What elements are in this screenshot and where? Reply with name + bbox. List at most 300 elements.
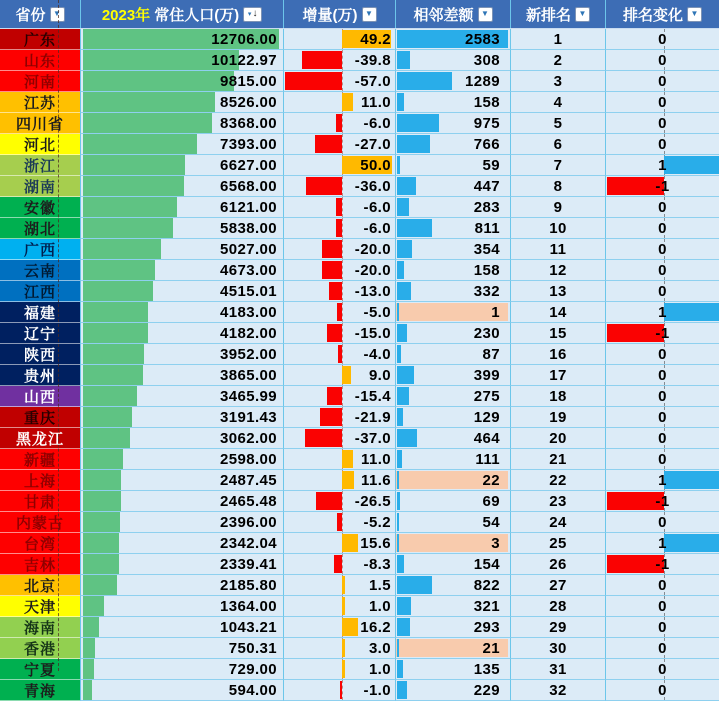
funnel-glyph: ▾ <box>247 10 252 18</box>
population-cell[interactable] <box>80 575 283 596</box>
new-rank-cell[interactable] <box>510 113 605 134</box>
new-rank-cell[interactable] <box>510 617 605 638</box>
population-cell[interactable] <box>80 113 283 134</box>
province-cell[interactable] <box>0 575 80 596</box>
rank-change-value: 0 <box>658 198 667 216</box>
province-name: 安徽 <box>23 199 56 217</box>
adjacent-diff-cell[interactable] <box>395 407 510 428</box>
increment-cell[interactable] <box>283 638 395 659</box>
adjacent-diff-cell[interactable] <box>395 596 510 617</box>
table-row <box>0 407 719 428</box>
province-name: 甘肃 <box>23 493 56 511</box>
rank-value: 14 <box>549 303 567 321</box>
table-row <box>0 134 719 155</box>
rank-change-cell[interactable] <box>605 113 719 134</box>
rank-change-cell[interactable] <box>605 512 719 533</box>
adjacent-diff-cell[interactable] <box>395 428 510 449</box>
population-cell[interactable] <box>80 71 283 92</box>
increment-cell[interactable] <box>283 491 395 512</box>
population-cell[interactable] <box>80 134 283 155</box>
diff-value: 766 <box>473 135 500 153</box>
rank-value: 30 <box>549 639 567 657</box>
rank-change-value: 0 <box>658 576 667 594</box>
rank-change-cell[interactable] <box>605 344 719 365</box>
increment-cell[interactable] <box>283 29 395 50</box>
new-rank-cell[interactable] <box>510 554 605 575</box>
rank-change-cell[interactable] <box>605 155 719 176</box>
rank-change-cell[interactable] <box>605 71 719 92</box>
population-value: 5027.00 <box>219 240 277 258</box>
table-row <box>0 533 719 554</box>
rank-change-cell[interactable] <box>605 281 719 302</box>
rank-value: 13 <box>549 282 567 300</box>
rank-value: 5 <box>553 114 563 132</box>
increment-cell[interactable] <box>283 218 395 239</box>
rank-change-cell[interactable] <box>605 365 719 386</box>
population-cell[interactable] <box>80 176 283 197</box>
province-name: 贵州 <box>23 367 56 385</box>
new-rank-cell[interactable] <box>510 176 605 197</box>
population-cell[interactable] <box>80 533 283 554</box>
filter-dropdown-icon[interactable]: ▼ <box>575 7 590 22</box>
filter-dropdown-icon[interactable]: ▼ <box>50 7 65 22</box>
increment-cell[interactable] <box>283 575 395 596</box>
province-cell[interactable] <box>0 407 80 428</box>
diff-value: 275 <box>473 387 500 405</box>
table-row <box>0 344 719 365</box>
province-cell[interactable] <box>0 680 80 701</box>
header-province-label: 省份 <box>15 6 46 24</box>
increment-value: -26.5 <box>354 492 391 510</box>
province-cell[interactable] <box>0 29 80 50</box>
sort-descending-icon[interactable] <box>243 7 262 22</box>
increment-value: -5.2 <box>363 513 391 531</box>
new-rank-cell[interactable] <box>510 260 605 281</box>
increment-value: -1.0 <box>363 681 391 699</box>
rank-change-cell[interactable] <box>605 302 719 323</box>
rank-change-cell[interactable] <box>605 533 719 554</box>
province-name: 辽宁 <box>23 325 56 343</box>
diff-value: 354 <box>473 240 500 258</box>
increment-cell[interactable] <box>283 386 395 407</box>
adjacent-diff-cell[interactable] <box>395 365 510 386</box>
filter-dropdown-icon[interactable]: ▼ <box>478 7 493 22</box>
rank-change-cell[interactable] <box>605 638 719 659</box>
rank-change-cell[interactable] <box>605 29 719 50</box>
increment-cell[interactable] <box>283 281 395 302</box>
table-row <box>0 659 719 680</box>
rank-change-cell[interactable] <box>605 617 719 638</box>
new-rank-cell[interactable] <box>510 428 605 449</box>
adjacent-diff-cell[interactable] <box>395 71 510 92</box>
province-cell[interactable] <box>0 281 80 302</box>
rank-value: 2 <box>553 51 563 69</box>
diff-value: 59 <box>482 156 500 174</box>
increment-cell[interactable] <box>283 197 395 218</box>
population-cell[interactable] <box>80 323 283 344</box>
new-rank-cell[interactable] <box>510 365 605 386</box>
rank-change-cell[interactable] <box>605 407 719 428</box>
new-rank-cell[interactable] <box>510 134 605 155</box>
population-cell[interactable] <box>80 617 283 638</box>
increment-value: -21.9 <box>354 408 391 426</box>
increment-cell[interactable] <box>283 365 395 386</box>
rank-change-cell[interactable] <box>605 134 719 155</box>
new-rank-cell[interactable] <box>510 575 605 596</box>
province-cell[interactable] <box>0 176 80 197</box>
province-name: 天津 <box>23 598 56 616</box>
population-cell[interactable] <box>80 50 283 71</box>
new-rank-cell[interactable] <box>510 197 605 218</box>
population-cell[interactable] <box>80 680 283 701</box>
population-value: 4183.00 <box>219 303 277 321</box>
population-cell[interactable] <box>80 470 283 491</box>
table-row <box>0 239 719 260</box>
increment-cell[interactable] <box>283 449 395 470</box>
rank-change-cell[interactable] <box>605 218 719 239</box>
population-cell[interactable] <box>80 659 283 680</box>
province-cell[interactable] <box>0 386 80 407</box>
new-rank-cell[interactable] <box>510 680 605 701</box>
population-value: 4515.01 <box>219 282 277 300</box>
population-value: 3191.43 <box>219 408 277 426</box>
population-value: 729.00 <box>228 660 277 678</box>
new-rank-cell[interactable] <box>510 638 605 659</box>
increment-value: -6.0 <box>363 198 391 216</box>
adjacent-diff-cell[interactable] <box>395 554 510 575</box>
adjacent-diff-cell[interactable] <box>395 197 510 218</box>
province-name: 黑龙江 <box>15 430 64 448</box>
adjacent-diff-cell[interactable] <box>395 491 510 512</box>
rank-change-value: 1 <box>658 303 667 321</box>
increment-cell[interactable] <box>283 596 395 617</box>
province-cell[interactable] <box>0 344 80 365</box>
rank-change-cell[interactable] <box>605 92 719 113</box>
new-rank-cell[interactable] <box>510 449 605 470</box>
adjacent-diff-cell[interactable] <box>395 50 510 71</box>
increment-value: -15.0 <box>354 324 391 342</box>
diff-value: 1 <box>491 303 500 321</box>
adjacent-diff-cell[interactable] <box>395 638 510 659</box>
province-cell[interactable] <box>0 449 80 470</box>
province-cell[interactable] <box>0 596 80 617</box>
population-value: 2342.04 <box>219 534 277 552</box>
adjacent-diff-cell[interactable] <box>395 134 510 155</box>
population-cell[interactable] <box>80 29 283 50</box>
increment-cell[interactable] <box>283 260 395 281</box>
population-value: 7393.00 <box>219 135 277 153</box>
new-rank-cell[interactable] <box>510 344 605 365</box>
diff-value: 87 <box>482 345 500 363</box>
adjacent-diff-cell[interactable] <box>395 470 510 491</box>
province-cell[interactable] <box>0 134 80 155</box>
population-value: 2598.00 <box>219 450 277 468</box>
new-rank-cell[interactable] <box>510 491 605 512</box>
diff-value: 230 <box>473 324 500 342</box>
population-cell[interactable] <box>80 596 283 617</box>
diff-value: 158 <box>473 261 500 279</box>
table-row <box>0 71 719 92</box>
increment-cell[interactable] <box>283 512 395 533</box>
province-cell[interactable] <box>0 554 80 575</box>
population-value: 2465.48 <box>219 492 277 510</box>
rank-value: 17 <box>549 366 567 384</box>
rank-change-cell[interactable] <box>605 260 719 281</box>
new-rank-cell[interactable] <box>510 92 605 113</box>
rank-change-cell[interactable] <box>605 491 719 512</box>
adjacent-diff-cell[interactable] <box>395 575 510 596</box>
province-cell[interactable] <box>0 260 80 281</box>
adjacent-diff-cell[interactable] <box>395 680 510 701</box>
adjacent-diff-cell[interactable] <box>395 218 510 239</box>
province-name: 宁夏 <box>23 661 56 679</box>
increment-cell[interactable] <box>283 554 395 575</box>
rank-change-cell[interactable] <box>605 680 719 701</box>
diff-value: 321 <box>473 597 500 615</box>
adjacent-diff-cell[interactable] <box>395 659 510 680</box>
new-rank-cell[interactable] <box>510 155 605 176</box>
province-cell[interactable] <box>0 71 80 92</box>
adjacent-diff-cell[interactable] <box>395 386 510 407</box>
province-cell[interactable] <box>0 218 80 239</box>
increment-cell[interactable] <box>283 155 395 176</box>
filter-dropdown-icon[interactable]: ▼ <box>362 7 377 22</box>
rank-value: 4 <box>553 93 563 111</box>
population-cell[interactable] <box>80 197 283 218</box>
population-value: 2185.80 <box>219 576 277 594</box>
rank-value: 8 <box>553 177 563 195</box>
population-cell[interactable] <box>80 407 283 428</box>
population-cell[interactable] <box>80 428 283 449</box>
population-cell[interactable] <box>80 638 283 659</box>
rank-change-cell[interactable] <box>605 470 719 491</box>
rank-change-value: 0 <box>658 597 667 615</box>
increment-cell[interactable] <box>283 470 395 491</box>
increment-cell[interactable] <box>283 134 395 155</box>
population-cell[interactable] <box>80 386 283 407</box>
province-name: 内蒙古 <box>15 514 64 532</box>
adjacent-diff-cell[interactable] <box>395 176 510 197</box>
rank-change-cell[interactable] <box>605 176 719 197</box>
population-value: 2487.45 <box>219 471 277 489</box>
new-rank-cell[interactable] <box>510 29 605 50</box>
rank-change-value: -1 <box>655 492 670 510</box>
population-cell[interactable] <box>80 554 283 575</box>
increment-cell[interactable] <box>283 533 395 554</box>
rank-change-value: 0 <box>658 240 667 258</box>
increment-cell[interactable] <box>283 344 395 365</box>
increment-cell[interactable] <box>283 428 395 449</box>
increment-value: 11.6 <box>361 471 391 489</box>
increment-cell[interactable] <box>283 407 395 428</box>
province-cell[interactable] <box>0 113 80 134</box>
filter-dropdown-icon[interactable]: ▼ <box>687 7 702 22</box>
diff-value: 111 <box>475 450 500 468</box>
increment-cell[interactable] <box>283 92 395 113</box>
adjacent-diff-cell[interactable] <box>395 29 510 50</box>
increment-cell[interactable] <box>283 176 395 197</box>
increment-value: 50.0 <box>360 156 391 174</box>
increment-value: 11.0 <box>361 93 391 111</box>
new-rank-cell[interactable] <box>510 659 605 680</box>
new-rank-cell[interactable] <box>510 533 605 554</box>
new-rank-cell[interactable] <box>510 323 605 344</box>
population-cell[interactable] <box>80 449 283 470</box>
adjacent-diff-cell[interactable] <box>395 155 510 176</box>
rank-change-value: 0 <box>658 429 667 447</box>
rank-change-cell[interactable] <box>605 659 719 680</box>
province-cell[interactable] <box>0 155 80 176</box>
rank-value: 21 <box>549 450 567 468</box>
adjacent-diff-cell[interactable] <box>395 113 510 134</box>
table-row <box>0 113 719 134</box>
population-cell[interactable] <box>80 512 283 533</box>
province-name: 陕西 <box>23 346 56 364</box>
adjacent-diff-cell[interactable] <box>395 449 510 470</box>
adjacent-diff-cell[interactable] <box>395 260 510 281</box>
province-cell[interactable] <box>0 491 80 512</box>
province-cell[interactable] <box>0 323 80 344</box>
new-rank-cell[interactable] <box>510 239 605 260</box>
adjacent-diff-cell[interactable] <box>395 92 510 113</box>
new-rank-cell[interactable] <box>510 512 605 533</box>
header-new-rank[interactable] <box>510 0 605 28</box>
population-cell[interactable] <box>80 344 283 365</box>
rank-value: 6 <box>553 135 563 153</box>
rank-change-cell[interactable] <box>605 428 719 449</box>
province-name: 四川省 <box>15 115 64 133</box>
province-cell[interactable] <box>0 638 80 659</box>
adjacent-diff-cell[interactable] <box>395 617 510 638</box>
increment-cell[interactable] <box>283 113 395 134</box>
population-cell[interactable] <box>80 239 283 260</box>
increment-cell[interactable] <box>283 50 395 71</box>
population-value: 3952.00 <box>219 345 277 363</box>
new-rank-cell[interactable] <box>510 302 605 323</box>
population-cell[interactable] <box>80 491 283 512</box>
rank-change-value: 0 <box>658 660 667 678</box>
adjacent-diff-cell[interactable] <box>395 323 510 344</box>
increment-cell[interactable] <box>283 302 395 323</box>
adjacent-diff-cell[interactable] <box>395 533 510 554</box>
header-increment[interactable] <box>283 0 395 28</box>
province-cell[interactable] <box>0 659 80 680</box>
increment-cell[interactable] <box>283 323 395 344</box>
diff-value: 54 <box>482 513 500 531</box>
new-rank-cell[interactable] <box>510 386 605 407</box>
header-adjacent-diff[interactable] <box>395 0 510 28</box>
population-cell[interactable] <box>80 260 283 281</box>
rank-change-cell[interactable] <box>605 386 719 407</box>
province-name: 福建 <box>23 304 56 322</box>
new-rank-cell[interactable] <box>510 218 605 239</box>
header-population[interactable] <box>80 0 283 28</box>
province-cell[interactable] <box>0 470 80 491</box>
population-cell[interactable] <box>80 365 283 386</box>
province-name: 河南 <box>23 73 56 91</box>
adjacent-diff-cell[interactable] <box>395 239 510 260</box>
new-rank-cell[interactable] <box>510 470 605 491</box>
province-name: 河北 <box>23 136 56 154</box>
table-row <box>0 29 719 50</box>
increment-cell[interactable] <box>283 71 395 92</box>
rank-value: 12 <box>549 261 567 279</box>
new-rank-cell[interactable] <box>510 50 605 71</box>
rank-change-cell[interactable] <box>605 554 719 575</box>
new-rank-cell[interactable] <box>510 407 605 428</box>
table-row <box>0 596 719 617</box>
population-value: 6627.00 <box>219 156 277 174</box>
increment-value: -15.4 <box>354 387 391 405</box>
province-cell[interactable] <box>0 302 80 323</box>
rank-change-cell[interactable] <box>605 575 719 596</box>
rank-change-value: 1 <box>658 534 667 552</box>
population-cell[interactable] <box>80 302 283 323</box>
increment-value: -6.0 <box>363 219 391 237</box>
increment-cell[interactable] <box>283 680 395 701</box>
population-value: 750.31 <box>228 639 277 657</box>
increment-value: 1.0 <box>368 660 391 678</box>
increment-cell[interactable] <box>283 239 395 260</box>
rank-change-cell[interactable] <box>605 596 719 617</box>
province-cell[interactable] <box>0 92 80 113</box>
increment-value: 9.0 <box>368 366 391 384</box>
province-name: 新疆 <box>23 451 56 469</box>
table-row <box>0 638 719 659</box>
population-cell[interactable] <box>80 281 283 302</box>
population-value: 3062.00 <box>219 429 277 447</box>
population-cell[interactable] <box>80 155 283 176</box>
adjacent-diff-cell[interactable] <box>395 281 510 302</box>
increment-cell[interactable] <box>283 617 395 638</box>
header-rank-change[interactable] <box>605 0 719 28</box>
province-cell[interactable] <box>0 365 80 386</box>
rank-change-cell[interactable] <box>605 239 719 260</box>
table-row <box>0 365 719 386</box>
province-cell[interactable] <box>0 50 80 71</box>
header-province[interactable] <box>0 0 80 28</box>
increment-cell[interactable] <box>283 659 395 680</box>
population-cell[interactable] <box>80 218 283 239</box>
province-cell[interactable] <box>0 617 80 638</box>
diff-value: 283 <box>473 198 500 216</box>
rank-change-value: 0 <box>658 72 667 90</box>
new-rank-cell[interactable] <box>510 281 605 302</box>
province-cell[interactable] <box>0 197 80 218</box>
table-row <box>0 281 719 302</box>
adjacent-diff-cell[interactable] <box>395 344 510 365</box>
adjacent-diff-cell[interactable] <box>395 512 510 533</box>
province-cell[interactable] <box>0 512 80 533</box>
rank-change-cell[interactable] <box>605 197 719 218</box>
population-cell[interactable] <box>80 92 283 113</box>
population-value: 8526.00 <box>219 93 277 111</box>
new-rank-cell[interactable] <box>510 71 605 92</box>
province-name: 吉林 <box>23 556 56 574</box>
rank-change-cell[interactable] <box>605 449 719 470</box>
adjacent-diff-cell[interactable] <box>395 302 510 323</box>
province-cell[interactable] <box>0 533 80 554</box>
rank-change-value: 0 <box>658 30 667 48</box>
province-name: 重庆 <box>23 409 56 427</box>
province-cell[interactable] <box>0 239 80 260</box>
new-rank-cell[interactable] <box>510 596 605 617</box>
diff-value: 332 <box>473 282 500 300</box>
rank-change-cell[interactable] <box>605 323 719 344</box>
rank-change-value: 0 <box>658 219 667 237</box>
province-cell[interactable] <box>0 428 80 449</box>
rank-change-cell[interactable] <box>605 50 719 71</box>
